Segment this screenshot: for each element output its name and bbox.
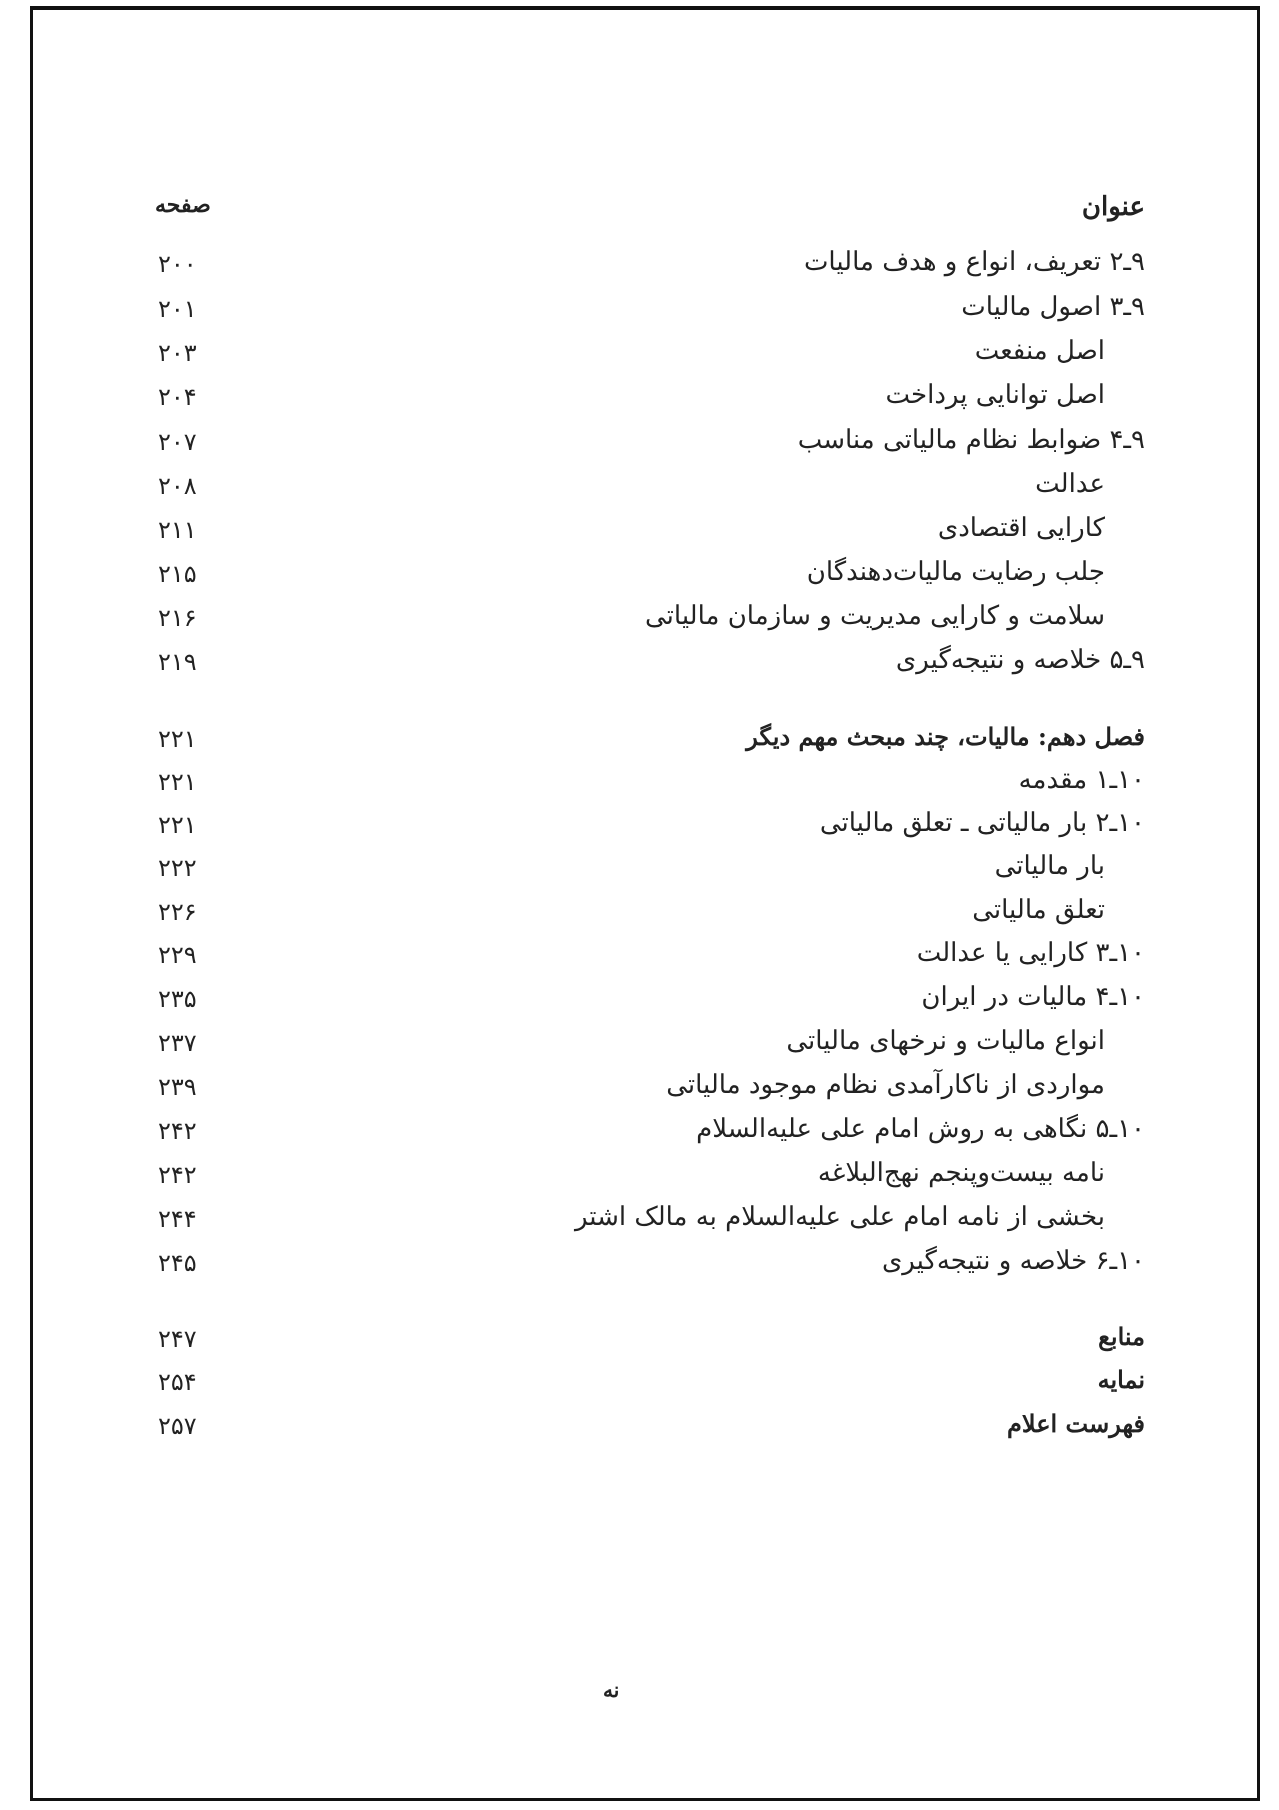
toc-entry-title: نمایه	[1097, 1365, 1145, 1394]
toc-entry-title: ۱۰ـ۶ خلاصه و نتیجه‌گیری	[881, 1246, 1145, 1276]
toc-title-column-label: عنوان	[1081, 192, 1145, 222]
toc-entry-title: ۹ـ۲ تعریف، انواع و هدف مالیات	[803, 247, 1145, 277]
toc-entry-title: اصل توانایی پرداخت	[885, 380, 1105, 410]
toc-entry	[33, 803, 1145, 847]
toc-entry-page-number: ۲۰۳	[158, 339, 197, 367]
toc-entry-title: نامه بیست‌وپنجم نهج‌البلاغه	[817, 1158, 1105, 1188]
toc-entry-page-number: ۲۴۴	[158, 1205, 197, 1233]
toc-entry-title: ۱۰ـ۳ کارایی یا عدالت	[916, 938, 1145, 968]
toc-entry-page-number: ۲۵۴	[158, 1368, 197, 1396]
toc-entry-title: مواردی از ناکارآمدی نظام موجود مالیاتی	[666, 1070, 1105, 1100]
toc-entry	[33, 890, 1145, 934]
toc-entry-page-number: ۲۰۸	[158, 472, 197, 500]
toc-entry-page-number: ۲۲۱	[158, 811, 197, 839]
document-page	[30, 6, 1260, 1801]
toc-entry	[33, 760, 1145, 804]
toc-entry	[33, 552, 1145, 596]
toc-entry-page-number: ۲۲۲	[158, 854, 197, 882]
toc-entry	[33, 287, 1145, 331]
toc-entry	[33, 977, 1145, 1021]
toc-entry-title: ۱۰ـ۱ مقدمه	[1018, 765, 1145, 795]
toc-entry-page-number: ۲۱۱	[158, 516, 197, 544]
toc-entry	[33, 464, 1145, 508]
toc-entry-page-number: ۲۳۹	[158, 1073, 197, 1101]
toc-header	[33, 192, 1145, 228]
toc-entry-title: سلامت و کارایی مدیریت و سازمان مالیاتی	[644, 601, 1105, 631]
toc-entry	[33, 1021, 1145, 1065]
toc-entry-page-number: ۲۳۵	[158, 985, 197, 1013]
toc-entry-page-number: ۲۰۷	[158, 428, 197, 456]
toc-entry-title: منابع	[1098, 1322, 1145, 1351]
toc-entry	[33, 596, 1145, 640]
toc-entry-title: فصل دهم: مالیات، چند مبحث مهم دیگر	[746, 722, 1145, 751]
toc-entry-title: بار مالیاتی	[994, 851, 1105, 881]
toc-entry-page-number: ۲۰۱	[158, 295, 197, 323]
toc-entry-title: بخشی از نامه امام علی علیه‌السلام به مالک اشتر	[574, 1202, 1105, 1232]
toc-entry	[33, 508, 1145, 552]
toc-entry-title: انواع مالیات و نرخهای مالیاتی	[786, 1026, 1105, 1056]
toc-entry	[33, 1153, 1145, 1197]
toc-entry	[33, 1404, 1145, 1448]
toc-entry-title: ۱۰ـ۲ بار مالیاتی ـ تعلق مالیاتی	[819, 808, 1145, 838]
toc-entry-page-number: ۲۲۶	[158, 898, 197, 926]
page-number-footer: نه	[603, 1678, 620, 1702]
toc-entry	[33, 375, 1145, 419]
toc-entry-title: تعلق مالیاتی	[972, 895, 1105, 925]
toc-entry	[33, 1360, 1145, 1404]
toc-entry-title: جلب رضایت مالیات‌دهندگان	[806, 557, 1105, 587]
toc-entry	[33, 420, 1145, 464]
toc-entry-page-number: ۲۴۲	[158, 1117, 197, 1145]
toc-entry-page-number: ۲۲۱	[158, 768, 197, 796]
toc-entry-title: عدالت	[1035, 469, 1105, 499]
toc-entry	[33, 846, 1145, 890]
toc-entry-title: فهرست اعلام	[1007, 1409, 1145, 1438]
toc-entry-page-number: ۲۴۷	[158, 1325, 197, 1353]
toc-entry-title: ۱۰ـ۵ نگاهی به روش امام علی علیه‌السلام	[696, 1114, 1145, 1144]
table-of-contents	[33, 10, 1257, 1798]
toc-entry-page-number: ۲۳۷	[158, 1029, 197, 1057]
toc-entry-page-number: ۲۰۰	[158, 250, 197, 278]
toc-entry-title: ۱۰ـ۴ مالیات در ایران	[921, 982, 1145, 1012]
toc-entry-title: ۹ـ۳ اصول مالیات	[961, 292, 1145, 322]
toc-entry	[33, 1197, 1145, 1241]
toc-entry	[33, 242, 1145, 286]
toc-entry-page-number: ۲۰۴	[158, 383, 197, 411]
toc-entry	[33, 1109, 1145, 1153]
toc-entry	[33, 1065, 1145, 1109]
toc-entry-title: ۹ـ۵ خلاصه و نتیجه‌گیری	[895, 645, 1145, 675]
toc-entry-page-number: ۲۴۵	[158, 1249, 197, 1277]
toc-entry	[33, 331, 1145, 375]
toc-page-column-label: صفحه	[155, 192, 211, 218]
toc-entry-page-number: ۲۱۹	[158, 648, 197, 676]
toc-entry-title: اصل منفعت	[974, 336, 1105, 366]
toc-entry	[33, 933, 1145, 977]
toc-entry	[33, 1317, 1145, 1361]
toc-entry-page-number: ۲۵۷	[158, 1412, 197, 1440]
toc-entry-title: ۹ـ۴ ضوابط نظام مالیاتی مناسب	[797, 425, 1145, 455]
toc-entry-page-number: ۲۱۵	[158, 560, 197, 588]
toc-entry-page-number: ۲۲۹	[158, 941, 197, 969]
toc-entry-page-number: ۲۱۶	[158, 604, 197, 632]
toc-entry-page-number: ۲۲۱	[158, 725, 197, 753]
toc-entry	[33, 717, 1145, 761]
toc-entry-title: کارایی اقتصادی	[937, 513, 1105, 543]
toc-entry	[33, 640, 1145, 684]
toc-entry-page-number: ۲۴۲	[158, 1161, 197, 1189]
toc-entry	[33, 1241, 1145, 1285]
